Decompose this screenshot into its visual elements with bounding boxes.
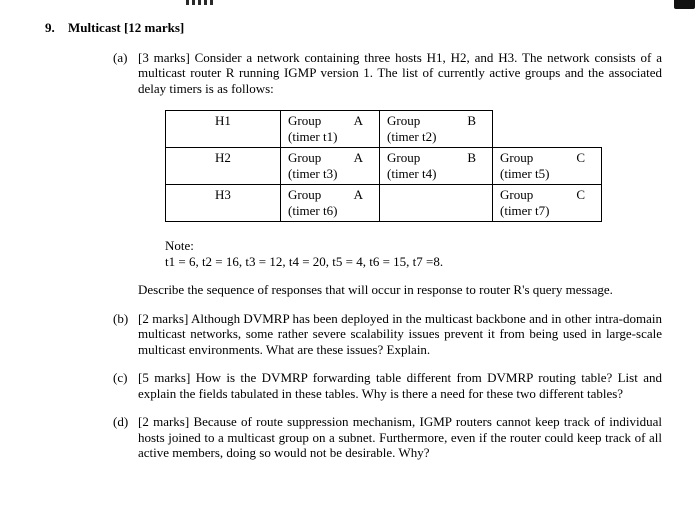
part-b-body <box>138 311 662 358</box>
part-a-label: (a) <box>113 49 128 65</box>
note-block <box>165 238 662 269</box>
table-row-h3 <box>166 185 602 222</box>
part-a-question: Describe the sequence of responses that will occur in response to router R's query message. <box>138 282 613 297</box>
group-cell <box>380 148 493 185</box>
part-d-label: (d) <box>113 414 129 429</box>
host-cell: H1 <box>166 111 281 148</box>
part-a <box>113 50 662 298</box>
group-word: Group <box>288 113 322 128</box>
group-timer: (timer t7) <box>500 202 550 218</box>
empty-cell <box>493 111 602 148</box>
part-b-label: (b) <box>113 310 129 326</box>
part-c-body <box>138 370 662 401</box>
group-timer: (timer t6) <box>288 202 338 218</box>
part-d <box>113 414 662 461</box>
group-cell <box>380 111 493 148</box>
group-letter: B <box>467 150 476 165</box>
group-cell <box>281 185 380 222</box>
question-number: 9. <box>45 20 55 35</box>
group-letter: A <box>353 187 363 202</box>
part-b <box>113 311 662 358</box>
note-label: Note: <box>165 238 194 253</box>
group-letter: C <box>576 150 585 165</box>
part-d-body <box>138 414 662 461</box>
part-c-text: [5 marks] How is the DVMRP forwarding table different from DVMRP routing table? List and explain the fields tabulated in these tables. Why is there a need for these two different tables? <box>138 370 662 401</box>
group-word: Group <box>387 113 421 128</box>
part-c-label: (c) <box>113 370 128 385</box>
group-timer: (timer t5) <box>500 165 550 181</box>
host-cell: H2 <box>166 148 281 185</box>
part-c <box>113 370 662 401</box>
question-title: Multicast [12 marks] <box>68 20 185 35</box>
group-letter: A <box>353 150 363 165</box>
group-letter: B <box>467 113 476 128</box>
group-timer: (timer t3) <box>288 165 338 181</box>
group-timer: (timer t1) <box>288 128 338 144</box>
group-word: Group <box>387 150 421 165</box>
host-cell: H3 <box>166 185 281 222</box>
group-word: Group <box>500 187 534 202</box>
group-timer: (timer t4) <box>387 165 437 181</box>
group-cell <box>281 148 380 185</box>
group-letter: A <box>353 113 363 128</box>
note-values: t1 = 6, t2 = 16, t3 = 12, t4 = 20, t5 = 4, t6 = 15, t7 =8. <box>165 253 444 269</box>
groups-table <box>165 110 602 222</box>
scan-artifact-top <box>186 0 216 5</box>
part-a-body <box>138 50 662 298</box>
part-b-text: [2 marks] Although DVMRP has been deployed in the multicast backbone and in other intra-domain multicast networks, some rather severe scalability issues prevent it from being used in large-scale multicast environments. What are these issues? Explain. <box>138 310 662 357</box>
group-word: Group <box>500 150 534 165</box>
scan-artifact-corner <box>674 0 695 9</box>
group-cell <box>281 111 380 148</box>
part-a-intro: [3 marks] Consider a network containing three hosts H1, H2, and H3. The network consists of a multicast router R running IGMP version 1. The list of currently active groups and the associated delay timers is as follows: <box>138 49 662 96</box>
group-cell <box>493 148 602 185</box>
empty-cell <box>380 185 493 222</box>
group-cell <box>493 185 602 222</box>
group-word: Group <box>288 150 322 165</box>
table-row-h1 <box>166 111 602 148</box>
part-d-text: [2 marks] Because of route suppression mechanism, IGMP routers cannot keep track of individual hosts joined to a multicast group on a subnet. Furthermore, even if the router could keep track of all active members, doing so would not be desirable. Why? <box>138 414 662 460</box>
group-letter: C <box>576 187 585 202</box>
group-word: Group <box>288 187 322 202</box>
question-header <box>45 20 662 36</box>
group-timer: (timer t2) <box>387 128 437 144</box>
table-row-h2 <box>166 148 602 185</box>
